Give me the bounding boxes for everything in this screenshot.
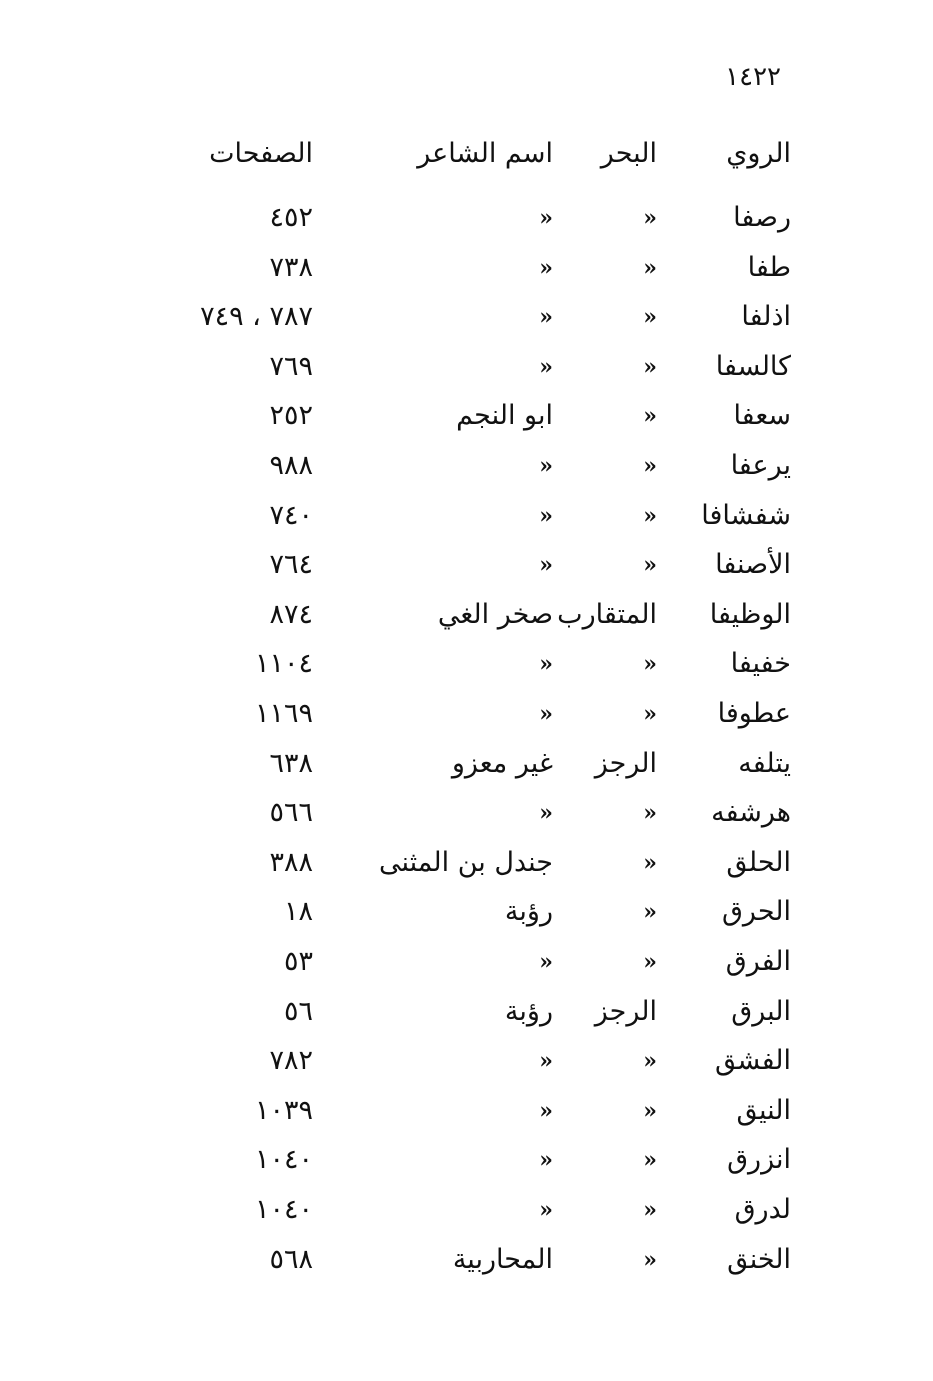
cell-pages: ٦٣٨ bbox=[269, 747, 313, 779]
cell-rawi: الخنق bbox=[727, 1243, 791, 1275]
table-row bbox=[0, 992, 933, 1032]
table-row bbox=[0, 297, 933, 337]
cell-bahr: » bbox=[643, 701, 657, 727]
cell-bahr: » bbox=[643, 403, 657, 430]
table-row bbox=[0, 446, 933, 486]
cell-rawi: رصفا bbox=[733, 202, 791, 233]
table-row bbox=[0, 744, 933, 784]
cell-bahr: » bbox=[643, 502, 657, 529]
table-row bbox=[0, 496, 933, 536]
table-row bbox=[0, 545, 933, 585]
cell-pages: ٨٧٤ bbox=[269, 598, 313, 630]
cell-bahr: » bbox=[643, 1097, 657, 1124]
cell-poet-name: » bbox=[539, 1097, 553, 1124]
cell-pages: ٥٦٨ bbox=[269, 1243, 313, 1275]
table-row bbox=[0, 694, 933, 734]
cell-bahr: » bbox=[643, 1147, 657, 1174]
cell-rawi: عطوفا bbox=[717, 698, 791, 729]
cell-pages: ٧٣٨ bbox=[269, 251, 313, 283]
cell-bahr: » bbox=[643, 849, 657, 876]
cell-pages: ٤٥٢ bbox=[269, 202, 313, 233]
table-row bbox=[0, 1041, 933, 1081]
cell-bahr: الرجز bbox=[594, 747, 657, 779]
cell-poet-name: » bbox=[539, 205, 553, 231]
cell-poet-name: رؤبة bbox=[504, 896, 553, 928]
cell-pages: ١١٦٩ bbox=[254, 698, 313, 729]
cell-pages: ١٠٣٩ bbox=[254, 1094, 313, 1126]
table-row bbox=[0, 942, 933, 982]
cell-pages: ١١٠٤ bbox=[254, 648, 313, 680]
cell-poet-name: » bbox=[539, 453, 553, 479]
cell-poet-name: » bbox=[539, 800, 553, 827]
cell-rawi: النيق bbox=[736, 1094, 791, 1126]
header-rawi: الروي bbox=[726, 138, 791, 169]
table-row bbox=[0, 644, 933, 684]
cell-pages: ٢٥٢ bbox=[269, 400, 313, 432]
table-row bbox=[0, 1140, 933, 1180]
cell-poet-name: صخر الغي bbox=[437, 598, 553, 630]
cell-rawi: سعفا bbox=[733, 400, 791, 432]
cell-rawi: كالسفا bbox=[715, 350, 791, 382]
cell-bahr: » bbox=[643, 205, 657, 231]
cell-pages: ١٠٤٠ bbox=[254, 1194, 313, 1225]
cell-rawi: هرشفه bbox=[711, 797, 791, 829]
cell-bahr: » bbox=[643, 899, 657, 926]
cell-poet-name: جندل بن المثنى bbox=[379, 846, 553, 878]
table-row bbox=[0, 793, 933, 833]
cell-bahr: الرجز bbox=[594, 995, 657, 1027]
cell-pages: ٥٦ bbox=[283, 995, 313, 1027]
cell-poet-name: » bbox=[539, 552, 553, 579]
cell-pages: ٧٦٩ bbox=[269, 350, 313, 382]
cell-pages: ٩٨٨ bbox=[269, 450, 313, 481]
cell-pages: ١٠٤٠ bbox=[254, 1144, 313, 1176]
table-header-row bbox=[0, 134, 933, 174]
cell-rawi: طفا bbox=[747, 251, 791, 283]
table-row bbox=[0, 347, 933, 387]
cell-bahr: » bbox=[643, 651, 657, 678]
page-number: ١٤٢٢ bbox=[725, 62, 781, 92]
cell-bahr: المتقارب bbox=[557, 598, 657, 630]
cell-pages: ٣٨٨ bbox=[269, 846, 313, 878]
table-row bbox=[0, 843, 933, 883]
cell-rawi: خفيفا bbox=[730, 648, 791, 680]
cell-rawi: الحرق bbox=[721, 896, 791, 928]
cell-rawi: شفشافا bbox=[701, 499, 791, 531]
cell-rawi: يرعفا bbox=[730, 450, 791, 481]
cell-pages: ٥٦٦ bbox=[269, 797, 313, 829]
cell-pages: ١٨ bbox=[283, 896, 313, 928]
cell-rawi: اذلفا bbox=[741, 301, 791, 333]
table-row bbox=[0, 198, 933, 238]
cell-poet-name: رؤبة bbox=[504, 995, 553, 1027]
table-row bbox=[0, 892, 933, 932]
cell-poet-name: » bbox=[539, 304, 553, 331]
cell-poet-name: » bbox=[539, 651, 553, 678]
table-row bbox=[0, 1240, 933, 1280]
cell-rawi: الوظيفا bbox=[709, 598, 791, 630]
cell-poet-name: » bbox=[539, 701, 553, 727]
table-row bbox=[0, 248, 933, 288]
cell-bahr: » bbox=[643, 254, 657, 281]
table-row bbox=[0, 595, 933, 635]
cell-rawi: انزرق bbox=[727, 1144, 791, 1176]
cell-bahr: » bbox=[643, 1246, 657, 1273]
cell-poet-name: » bbox=[539, 254, 553, 281]
cell-pages: ٧٤٠ bbox=[269, 499, 313, 531]
cell-bahr: » bbox=[643, 949, 657, 975]
cell-bahr: » bbox=[643, 1197, 657, 1223]
table-row bbox=[0, 1091, 933, 1131]
table-row bbox=[0, 1190, 933, 1230]
cell-poet-name: » bbox=[539, 353, 553, 380]
cell-rawi: الفرق bbox=[725, 946, 791, 977]
cell-bahr: » bbox=[643, 552, 657, 579]
cell-poet-name: » bbox=[539, 1147, 553, 1174]
header-pages: الصفحات bbox=[209, 138, 313, 169]
header-poet-name: اسم الشاعر bbox=[417, 138, 553, 169]
cell-poet-name: المحاربية bbox=[452, 1243, 553, 1275]
cell-rawi: الفشق bbox=[715, 1045, 791, 1077]
cell-rawi: لدرق bbox=[734, 1194, 791, 1225]
cell-bahr: » bbox=[643, 800, 657, 827]
cell-rawi: يتلفه bbox=[738, 747, 791, 779]
cell-poet-name: ابو النجم bbox=[456, 400, 553, 432]
header-bahr: البحر bbox=[600, 138, 657, 169]
cell-pages: ٧٨٢ bbox=[269, 1045, 313, 1077]
cell-bahr: » bbox=[643, 304, 657, 331]
cell-rawi: الحلق bbox=[726, 846, 791, 878]
cell-pages: ٧٦٤ bbox=[269, 549, 313, 581]
cell-bahr: » bbox=[643, 353, 657, 380]
cell-poet-name: » bbox=[539, 949, 553, 975]
cell-rawi: البرق bbox=[731, 995, 791, 1027]
cell-bahr: » bbox=[643, 453, 657, 479]
cell-pages: ٥٣ bbox=[283, 946, 313, 977]
cell-poet-name: غير معزو bbox=[451, 747, 553, 779]
cell-bahr: » bbox=[643, 1048, 657, 1075]
cell-poet-name: » bbox=[539, 502, 553, 529]
cell-pages: ٧٨٧ ، ٧٤٩ bbox=[200, 301, 313, 333]
cell-rawi: الأصنفا bbox=[715, 549, 791, 581]
cell-poet-name: » bbox=[539, 1197, 553, 1223]
cell-poet-name: » bbox=[539, 1048, 553, 1075]
table-row bbox=[0, 396, 933, 436]
